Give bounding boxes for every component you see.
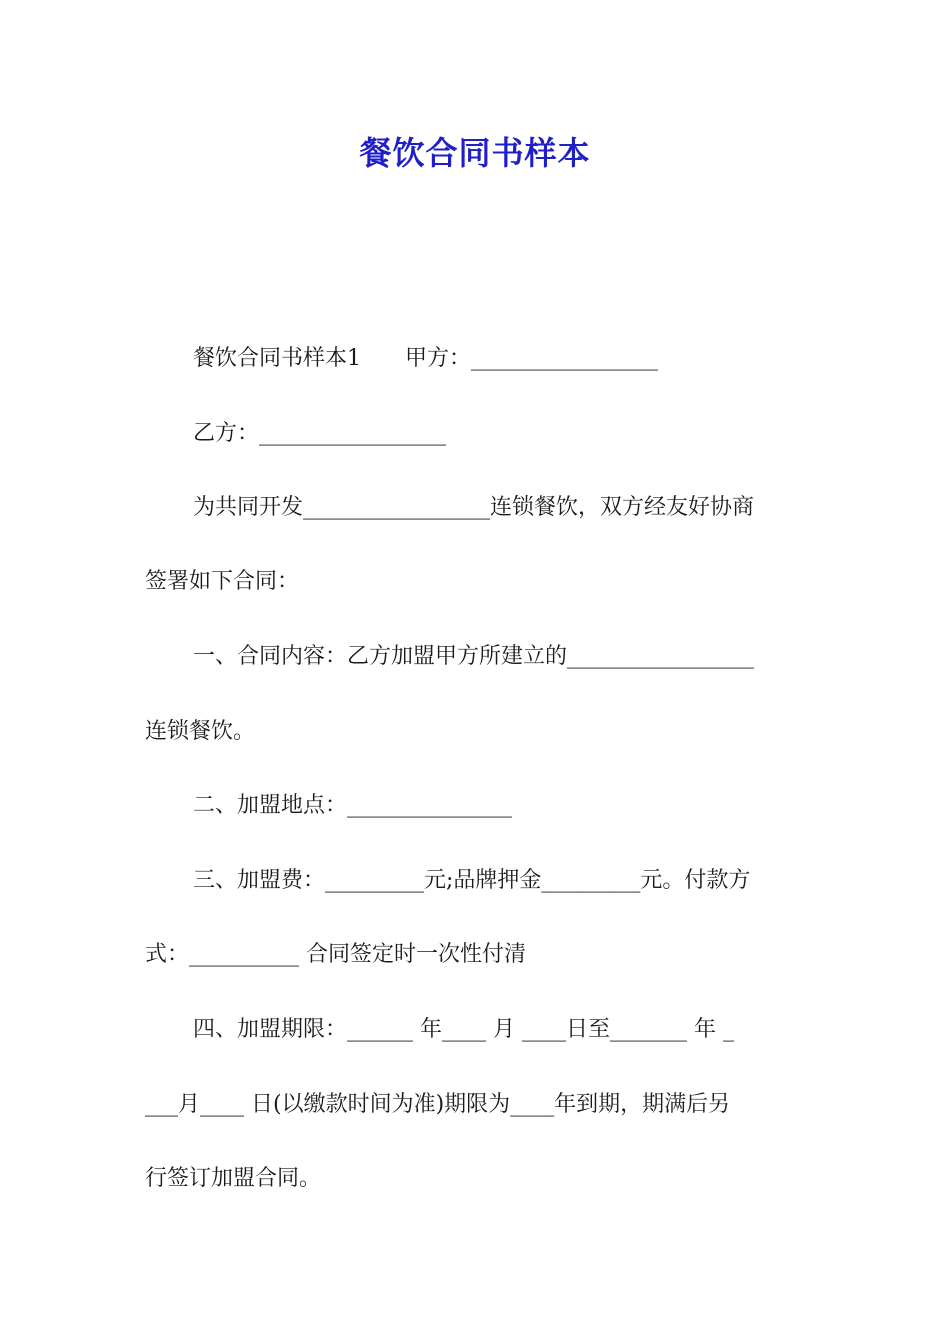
paragraph-line: 连锁餐饮。: [145, 719, 256, 744]
paragraph-line: 四、加盟期限：______ 年____ 月 ____日至_______ 年 _: [193, 1017, 734, 1042]
paragraph-line: 二、加盟地点：_______________: [193, 793, 513, 818]
paragraph-line: 一、合同内容：乙方加盟甲方所建立的_________________: [193, 644, 755, 669]
document-title: 餐饮合同书样本: [359, 134, 591, 172]
paragraph-line: 乙方：_________________: [193, 421, 447, 446]
paragraph-line: 行签订加盟合同。: [145, 1166, 322, 1191]
paragraph-line: 为共同开发_________________连锁餐饮，双方经友好协商: [193, 495, 755, 520]
paragraph-line: 餐饮合同书样本1 甲方：_________________: [193, 346, 658, 371]
paragraph-line: 三、加盟费：_________元;品牌押金_________元。付款方: [193, 868, 751, 893]
paragraph-line: 式：__________ 合同签定时一次性付清: [145, 942, 526, 967]
paragraph-line: ___月____ 日(以缴款时间为准)期限为____年到期，期满后另: [145, 1092, 731, 1117]
paragraph-line: 签署如下合同：: [145, 569, 300, 594]
